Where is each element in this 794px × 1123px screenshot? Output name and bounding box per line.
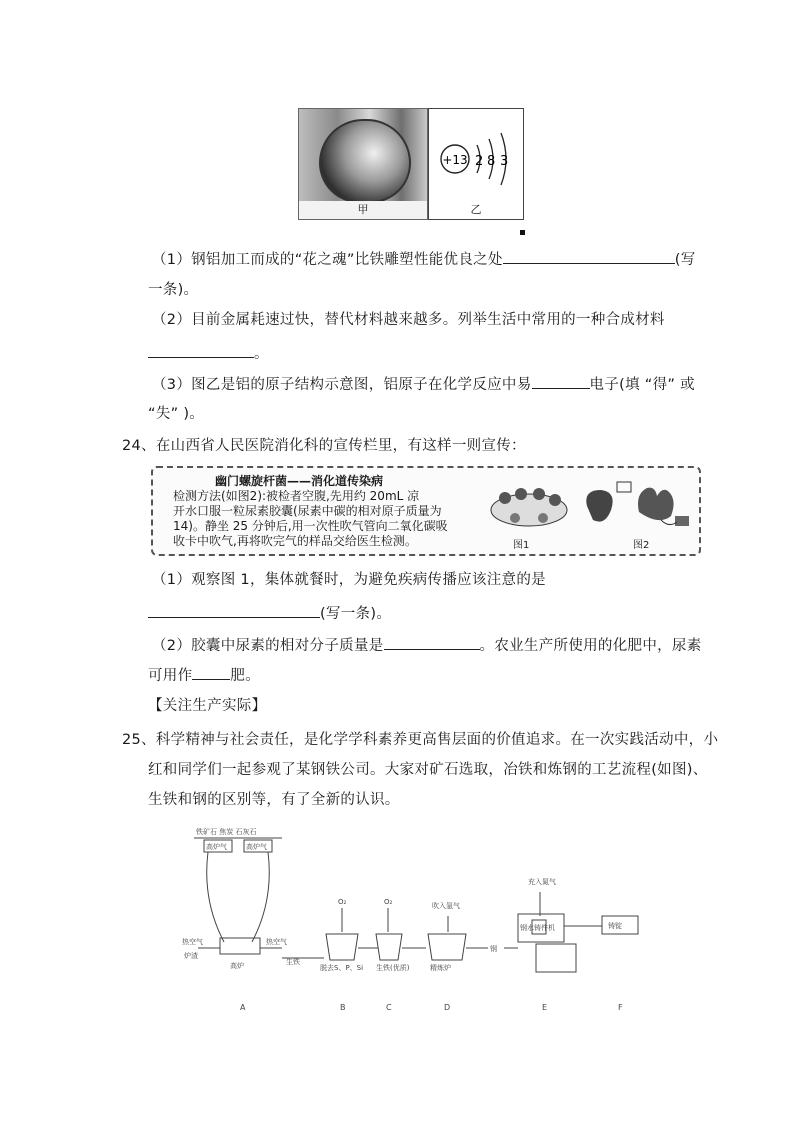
poster-fig1-label: 图1 (513, 540, 530, 551)
atom-structure-svg (429, 109, 523, 201)
q23-part3-cont: “失” )。 (148, 406, 205, 422)
stage-f-label: F (618, 1003, 623, 1012)
sculpture-image (319, 119, 411, 203)
q24-stem: 24、在山西省人民医院消化科的宣传栏里，有这样一则宣传： (122, 438, 526, 454)
flow-o2-b: O₂ (338, 898, 347, 906)
poster-line-1: 检测方法(如图2):被检者空腹,先用约 20mL 凉 (173, 489, 420, 503)
poster-title: 幽门螺旋杆菌——消化道传染病 (215, 474, 384, 488)
poster-line-2: 开水口服一粒尿素胶囊(尿素中碳的相对原子质量为 (173, 504, 442, 518)
q23-part3 (152, 373, 695, 395)
flow-nitrogen: 充入氮气 (528, 878, 556, 886)
stage-c-label: C (386, 1003, 392, 1012)
q24-p2-use: 可用作 (148, 668, 193, 684)
flower-sculpture-photo (298, 108, 428, 220)
nucleus-charge: +13 (442, 153, 468, 167)
q23-p2-blank[interactable] (148, 342, 254, 358)
q23-p3-note: 电子(填 “得” 或 (589, 377, 695, 393)
flow-e-label: 钢水铸件机 (520, 924, 555, 932)
q23-part1-cont: 一条)。 (148, 282, 199, 298)
figure-jia-label: 甲 (299, 201, 427, 219)
stage-d-label: D (444, 1003, 451, 1012)
flow-o2-c: O₂ (384, 898, 393, 906)
q24-p2-blank[interactable] (384, 634, 480, 650)
q24-p2-cont: 。农业生产所使用的化肥中，尿素 (479, 638, 702, 654)
flow-gas-left: 高炉气 (206, 843, 227, 851)
section-heading: 【关注生产实际】 (148, 698, 267, 714)
poster-line-3: 14)。静坐 25 分钟后,用一次性吹气管向二氧化碳吸 (173, 519, 448, 533)
flow-inputs: 铁矿石 焦炭 石灰石 (196, 828, 257, 836)
dining-illustration (485, 482, 573, 532)
shell-3-electrons: 3 (500, 154, 509, 169)
flow-f-label: 铸锭 (608, 922, 622, 930)
q24-part2-cont (148, 664, 260, 686)
q23-p3-text: （3）图乙是铝的原子结构示意图，铝原子在化学反应中易 (152, 377, 532, 393)
q23-p1-text: （1）钢铝加工而成的“花之魂”比铁雕塑性能优良之处 (152, 252, 503, 268)
shell-2-electrons: 8 (487, 154, 496, 169)
poster-fig2-label: 图2 (633, 540, 650, 551)
steelmaking-flowchart (182, 820, 662, 1016)
breath-test-illustration (577, 476, 693, 536)
q24-part1-answer (148, 602, 391, 624)
shell-1-electrons: 2 (475, 154, 484, 169)
q25-line1: 25、科学精神与社会责任，是化学学科素养更高售层面的价值追求。在一次实践活动中，小 (122, 732, 719, 748)
q23-p1-blank[interactable] (503, 248, 675, 264)
q23-part1 (152, 248, 696, 270)
flow-iron: 生铁 (286, 958, 300, 966)
flow-argon: 吹入氩气 (432, 902, 460, 910)
flow-slag: 炉渣 (184, 952, 198, 960)
flow-c-label: 生铁(优质) (376, 964, 410, 972)
flow-air-right: 热空气 (266, 938, 287, 946)
figure-yi-label: 乙 (470, 203, 482, 216)
q24-p2-end: 肥。 (230, 668, 261, 684)
poster-line-4: 收卡中吹气,再将吹完气的样品交给医生检测。 (173, 534, 417, 548)
q25-line3: 生铁和钢的区别等，有了全新的认识。 (148, 792, 400, 808)
stage-a-label: A (240, 1003, 246, 1012)
aluminum-atom-diagram (428, 108, 524, 220)
q24-part2 (152, 634, 702, 656)
q23-part2: （2）目前金属耗速过快，替代材料越来越多。列举生活中常用的一种合成材料 (152, 312, 665, 328)
q24-p1-note: (写一条)。 (320, 606, 392, 622)
q24-part1: （1）观察图 1，集体就餐时，为避免疾病传播应该注意的是 (152, 572, 546, 588)
flow-air-left: 热空气 (182, 938, 203, 946)
corner-mark (520, 230, 525, 235)
flow-d-label: 精炼炉 (430, 964, 451, 972)
q24-p1-blank[interactable] (148, 602, 320, 618)
stage-e-label: E (542, 1003, 548, 1012)
q24-p2-text: （2）胶囊中尿素的相对分子质量是 (152, 638, 384, 654)
q25-line2: 红和同学们一起参观了某钢铁公司。大家对矿石选取，冶铁和炼钢的工艺流程(如图)、 (148, 762, 708, 778)
flow-b-label: 脱去S、P、Si (320, 964, 364, 972)
q24-p2-fert-blank[interactable] (192, 664, 230, 680)
stage-b-label: B (340, 1003, 346, 1012)
q23-part2-answer (148, 342, 269, 364)
q23-p3-blank[interactable] (532, 373, 590, 389)
flow-furnace: 高炉 (230, 962, 244, 970)
health-poster (151, 466, 701, 556)
poster-body (173, 489, 448, 549)
flow-gas-right: 高炉气 (246, 843, 267, 851)
q23-p1-note: (写 (674, 252, 696, 268)
q23-p2-end: 。 (254, 346, 269, 362)
flow-steel: 钢 (490, 945, 497, 953)
